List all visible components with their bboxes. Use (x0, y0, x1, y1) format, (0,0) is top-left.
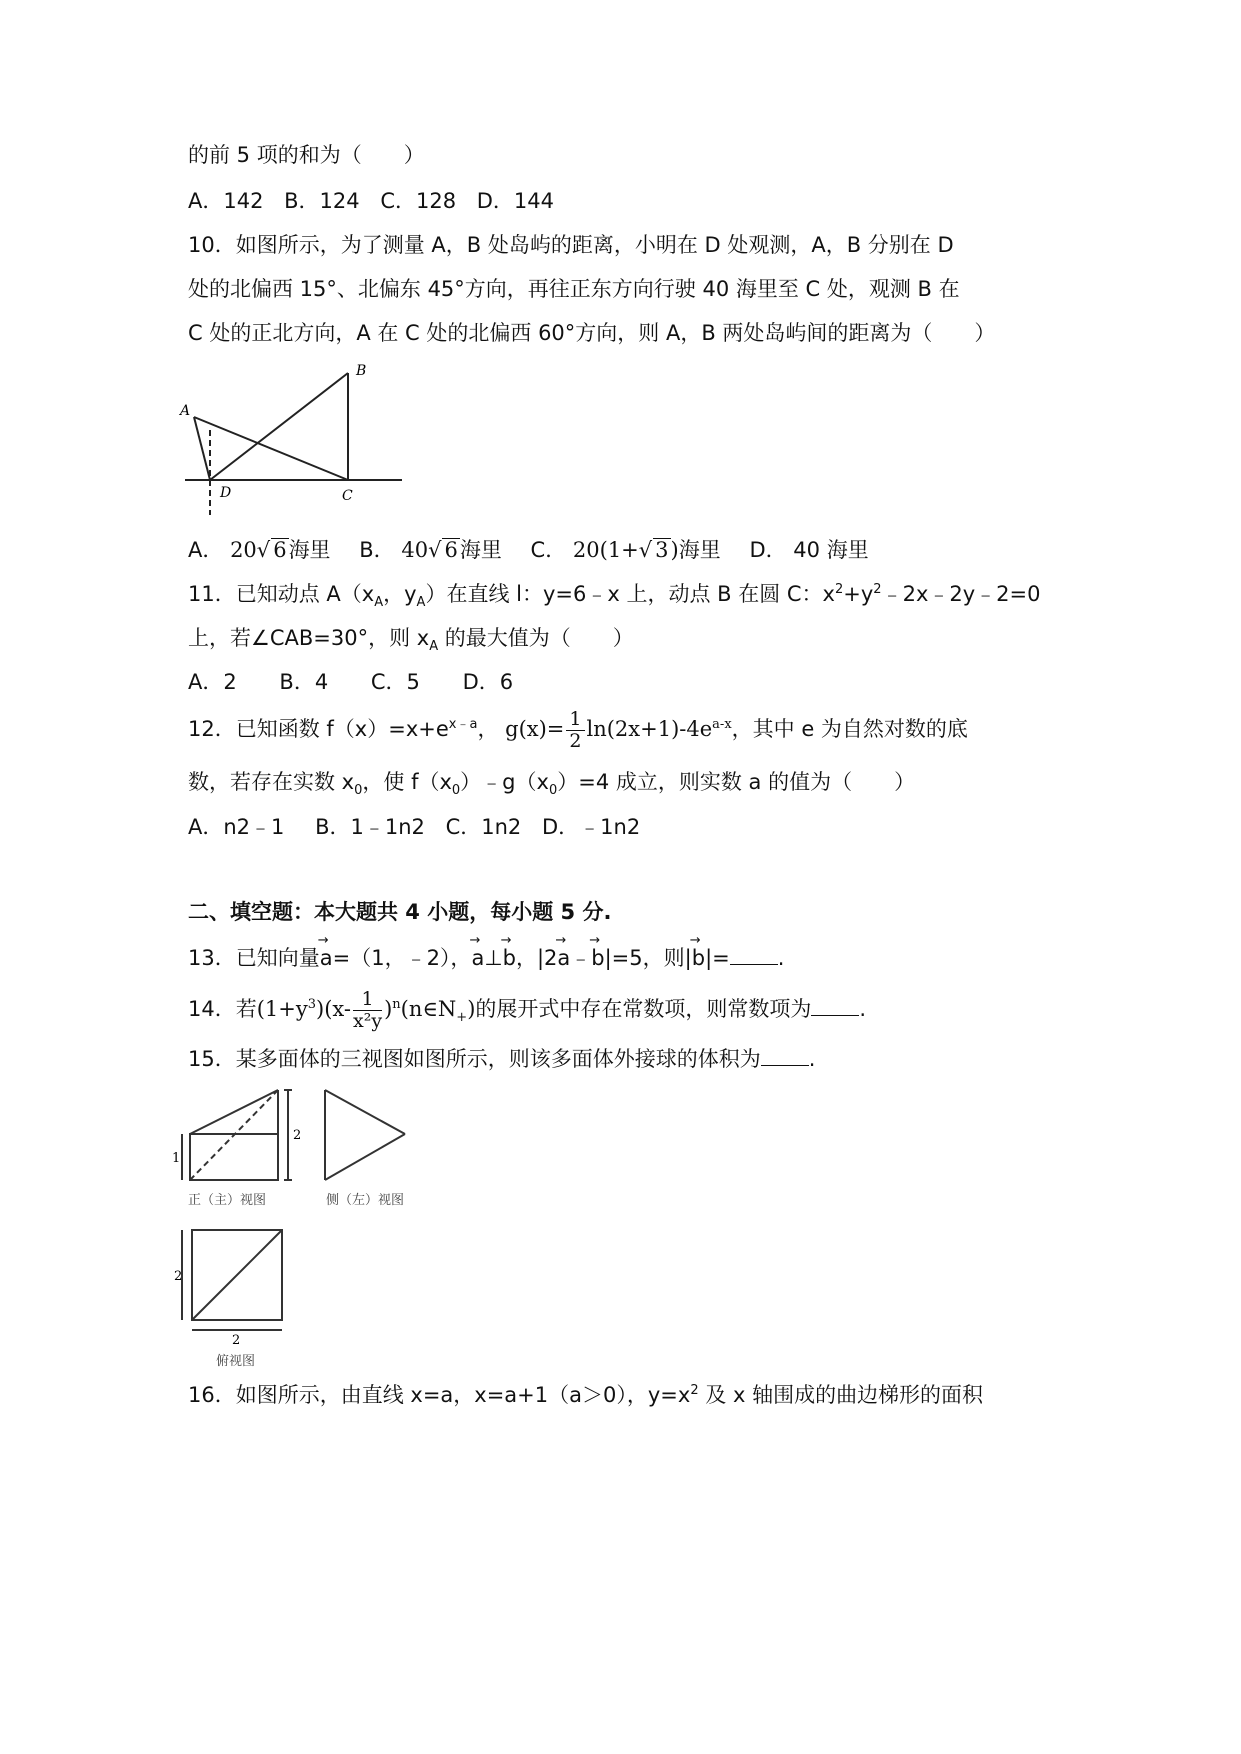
q9-option-a: A．142 (188, 189, 264, 213)
q12-g-sup: a-x (712, 717, 732, 732)
side-view (325, 1090, 405, 1180)
q14-expr-pre: (1+y (256, 997, 308, 1021)
q10-option-d (749, 538, 868, 562)
label-a: A (180, 403, 191, 419)
q9-option-c: C．128 (380, 189, 457, 213)
q12-sub-3: 0 (548, 783, 558, 799)
q14-expr-cond: (n∈N (400, 997, 457, 1021)
q11-text-4: +y (843, 582, 874, 606)
q12-g-frac-den: 2 (569, 730, 582, 752)
q11-line2 (188, 626, 634, 655)
q11-text-6: 上，若∠CAB=30°，则 x (188, 626, 430, 650)
q12-sub-1: 0 (354, 783, 363, 799)
top-dim-height: 2 (174, 1269, 183, 1284)
segment-d-b (210, 373, 348, 480)
q10-option-b-unit: 海里 (459, 538, 502, 562)
q11-sub-3: A (429, 639, 439, 655)
q14-text-2: 的展开式中存在常数项，则常数项为 (475, 997, 812, 1021)
q11-sup-1: 2 (834, 582, 844, 597)
q12-g-post: ln(2x+1)-4e (586, 717, 713, 741)
front-view (182, 1090, 292, 1180)
q12-line1 (188, 710, 968, 751)
q14-expr-cond-end: ) (467, 997, 476, 1021)
q13-text-8: . (777, 946, 785, 970)
top-dim-width: 2 (232, 1333, 241, 1348)
q10-option-c: C． 20(1+√ 3)海里 (530, 538, 721, 562)
q13-line (188, 946, 784, 971)
q10-line1: 10．如图所示，为了测量 A，B 处岛屿的距离，小明在 D 处观测，A，B 分别在 D (188, 233, 954, 257)
q13-text-4: ，|2 (515, 946, 558, 970)
q14-text-3: . (859, 997, 867, 1021)
q12-text-6: ）﹣g（x (460, 770, 549, 794)
segment-a-c (194, 417, 348, 480)
q15-answer-blank[interactable] (761, 1047, 809, 1066)
q9-options (188, 189, 568, 214)
q14-frac (353, 990, 382, 1031)
q12-sub-2: 0 (451, 783, 461, 799)
q12-option-a: A．n2﹣1 (188, 815, 285, 839)
q16-sup: 2 (690, 1383, 699, 1398)
q11-text-7: 的最大值为（ ） (438, 626, 634, 650)
q12-text-1: 12．已知函数 f（x）=x+e (188, 717, 449, 741)
q10-option-a-unit: 海里 (288, 538, 331, 562)
q12-text-4: 数，若存在实数 x (188, 770, 355, 794)
q15-three-views-figure (172, 1082, 465, 1382)
q12-sup-1: x﹣a (448, 717, 478, 732)
q11-option-c: C．5 (370, 670, 420, 694)
q14-expr-mid: )(x- (316, 997, 351, 1021)
q12-text-5: ，使 f（x (362, 770, 452, 794)
q12-option-b: B．1﹣1n2 (315, 815, 425, 839)
q10-option-c-radicand: 3 (655, 538, 669, 562)
q10-option-c-value-post: ) (670, 538, 679, 562)
section-2-heading: 二、填空题：本大题共 4 小题，每小题 5 分. (188, 900, 612, 924)
q13-vector-a: → a (471, 946, 484, 971)
q12-g-frac (566, 710, 584, 751)
q16-line (188, 1383, 983, 1408)
q10-line2: 处的北偏西 15°、北偏东 45°方向，再往正东方向行驶 40 海里至 C 处，观测 B 在 (188, 277, 960, 301)
q11-options (188, 670, 527, 695)
q11-option-d: D．6 (462, 670, 514, 694)
q10-option-b-label: B． (359, 538, 395, 562)
q16-text-1: 16．如图所示，由直线 x=a，x=a+1（a＞0），y=x (188, 1383, 691, 1407)
q14-text-1: 14．若 (188, 997, 257, 1021)
q11-sub-1: A (374, 595, 384, 611)
q13-text-5: ﹣ (570, 946, 592, 970)
q14-answer-blank[interactable] (811, 997, 859, 1016)
q11-text-5: ﹣2x﹣2y﹣2=0 (881, 582, 1041, 606)
q14-frac-den: x²y (353, 1010, 383, 1032)
q13-answer-blank[interactable] (730, 946, 778, 965)
q9-option-b: B．124 (284, 189, 360, 213)
q10-option-b-value: 40 (401, 538, 429, 562)
q10-figure (180, 355, 450, 525)
q15-end: . (808, 1047, 816, 1071)
q11-option-b: B．4 (279, 670, 329, 694)
q9-option-d: D．144 (476, 189, 555, 213)
q11-sub-2: A (416, 595, 426, 611)
front-caption: 正（主）视图 (188, 1193, 267, 1208)
segment-a-d (194, 417, 210, 480)
q12-line2 (188, 770, 915, 799)
q11-sup-2: 2 (873, 582, 882, 597)
q13-text-2: =（1，﹣2）， (332, 946, 472, 970)
q12-g-frac-num: 1 (566, 710, 584, 731)
q14-expr-sup-2: n (392, 997, 401, 1012)
q9-tail-text: 的前 5 项的和为（ ） (188, 143, 425, 167)
q13-text-3: ⊥ (484, 946, 503, 970)
q13-vector-b: → b (503, 946, 516, 971)
q10-option-b-radicand: 6 (444, 538, 458, 562)
q10-option-d-text: 40 海里 (793, 538, 869, 562)
q12-g-formula (505, 708, 732, 752)
q14-line (188, 990, 866, 1031)
top-caption: 俯视图 (216, 1354, 256, 1369)
q14-expr-sup-1: 3 (307, 997, 317, 1012)
label-c: C (342, 488, 353, 504)
q15-line (188, 1047, 815, 1072)
q13-text-6: |=5，则| (604, 946, 692, 970)
q10-option-d-label: D． (749, 538, 787, 562)
q14-expr-post: ) (384, 997, 393, 1021)
front-dim-small: 1 (172, 1151, 181, 1166)
top-view (182, 1230, 282, 1330)
q11-text-1: 11．已知动点 A（x (188, 582, 375, 606)
q13-vector-b: → b (591, 946, 604, 971)
q10-option-c-value-pre: 20(1+ (572, 538, 639, 562)
q12-text-2: ， (477, 717, 499, 741)
label-d: D (220, 485, 232, 501)
q13-text-7: |= (705, 946, 730, 970)
q12-text-3: ，其中 e 为自然对数的底 (731, 717, 968, 741)
q11-text-2: ，y (383, 582, 417, 606)
q13-text-1: 13．已知向量 (188, 946, 320, 970)
q12-option-c: C．1n2 (445, 815, 522, 839)
q10-line3: C 处的正北方向，A 在 C 处的北偏西 60°方向，则 A，B 两处岛屿间的距离为（ ） (188, 321, 996, 345)
q15-text: 15．某多面体的三视图如图所示，则该多面体外接球的体积为 (188, 1047, 761, 1071)
q13-vector-a: → a (557, 946, 570, 971)
q13-vector-a: → a (320, 946, 333, 971)
q12-g-pre: g(x)= (505, 717, 565, 741)
q14-frac-num: 1 (353, 990, 382, 1011)
side-caption: 侧（左）视图 (326, 1193, 405, 1208)
q10-option-c-label: C． (530, 538, 567, 562)
q13-vector-b: → b (692, 946, 705, 971)
q12-options (188, 815, 654, 840)
q10-options (188, 538, 869, 563)
q12-text-7: ）=4 成立，则实数 a 的值为（ ） (557, 770, 916, 794)
q10-option-b: B． 40√ 6海里 (359, 538, 502, 562)
q14-expression (256, 988, 476, 1032)
q11-line1 (188, 582, 1040, 611)
q11-option-a: A．2 (188, 670, 237, 694)
q10-option-a: A． 20√ 6海里 (188, 538, 331, 562)
q10-option-a-radicand: 6 (273, 538, 287, 562)
q12-option-d: D．﹣1n2 (541, 815, 641, 839)
q10-option-c-unit: 海里 (678, 538, 721, 562)
q16-text-2: 及 x 轴围成的曲边梯形的面积 (698, 1383, 984, 1407)
q10-option-a-value: 20 (230, 538, 257, 562)
q14-expr-cond-sub: + (456, 1010, 468, 1026)
q11-text-3: ）在直线 l：y=6﹣x 上，动点 B 在圆 C：x (425, 582, 835, 606)
front-dim-height: 2 (293, 1128, 302, 1143)
q10-option-a-label: A． (188, 538, 224, 562)
label-b: B (356, 363, 367, 379)
